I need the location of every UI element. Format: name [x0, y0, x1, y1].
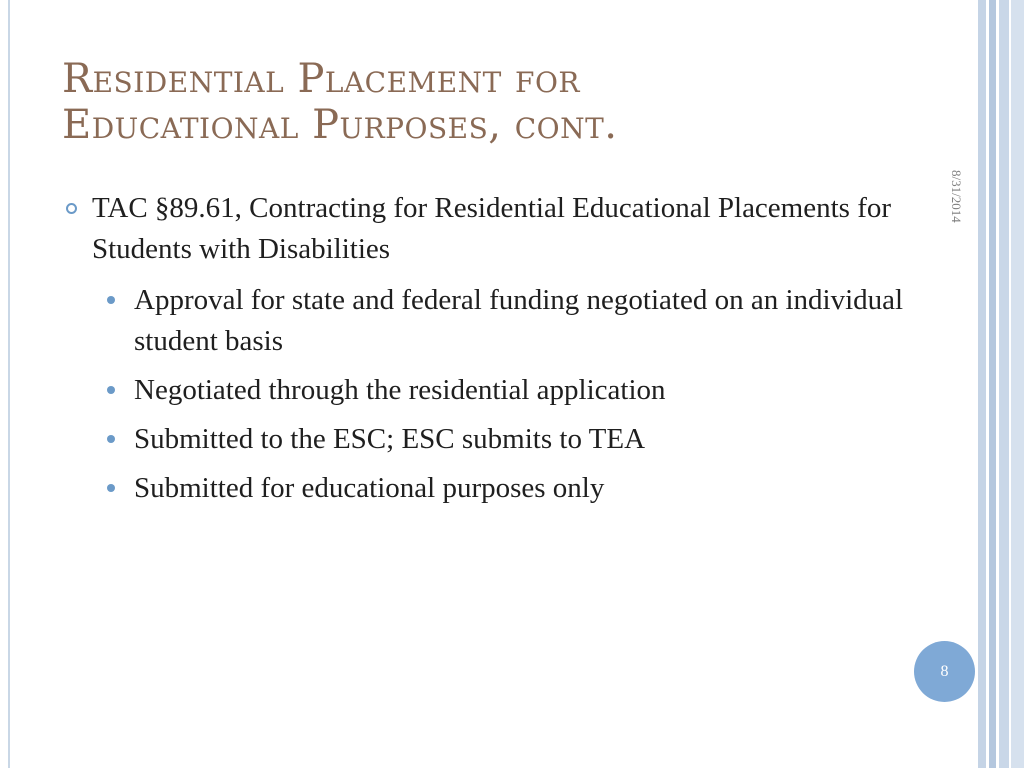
- sub-bullet-text: Submitted for educational purposes only: [134, 472, 605, 504]
- right-stripe: [989, 0, 996, 768]
- right-stripe: [1011, 0, 1024, 768]
- sub-bullet-list: [60, 280, 920, 509]
- main-bullet-text: TAC §89.61, Contracting for Residential Educational Placements for Students with Disabilities: [92, 192, 892, 265]
- sub-bullet: [60, 419, 920, 460]
- dot-bullet-icon: [107, 435, 115, 443]
- ring-bullet-icon: [66, 203, 77, 214]
- right-stripe: [999, 0, 1009, 768]
- right-stripe: [978, 0, 986, 768]
- sub-bullet-text: Submitted to the ESC; ESC submits to TEA: [134, 423, 646, 455]
- sub-bullet: [60, 468, 920, 509]
- slide-title: [62, 56, 942, 148]
- sub-bullet-text: Negotiated through the residential application: [134, 374, 666, 406]
- dot-bullet-icon: [107, 484, 115, 492]
- slide-title-line2: Educational Purposes, cont.: [62, 102, 618, 148]
- sub-bullet-text: Approval for state and federal funding negotiated on an individual student basis: [134, 284, 904, 357]
- dot-bullet-icon: [107, 296, 115, 304]
- left-border-rule: [8, 0, 10, 768]
- main-bullet: [60, 188, 920, 270]
- page-number-badge: [914, 641, 975, 702]
- dot-bullet-icon: [107, 386, 115, 394]
- sub-bullet: [60, 370, 920, 411]
- page-number: 8: [940, 662, 949, 680]
- slide-body: [60, 188, 920, 517]
- sub-bullet: [60, 280, 920, 362]
- slide-title-line1: Residential Placement for: [62, 56, 581, 102]
- slide-date: 8/31/2014: [949, 170, 964, 223]
